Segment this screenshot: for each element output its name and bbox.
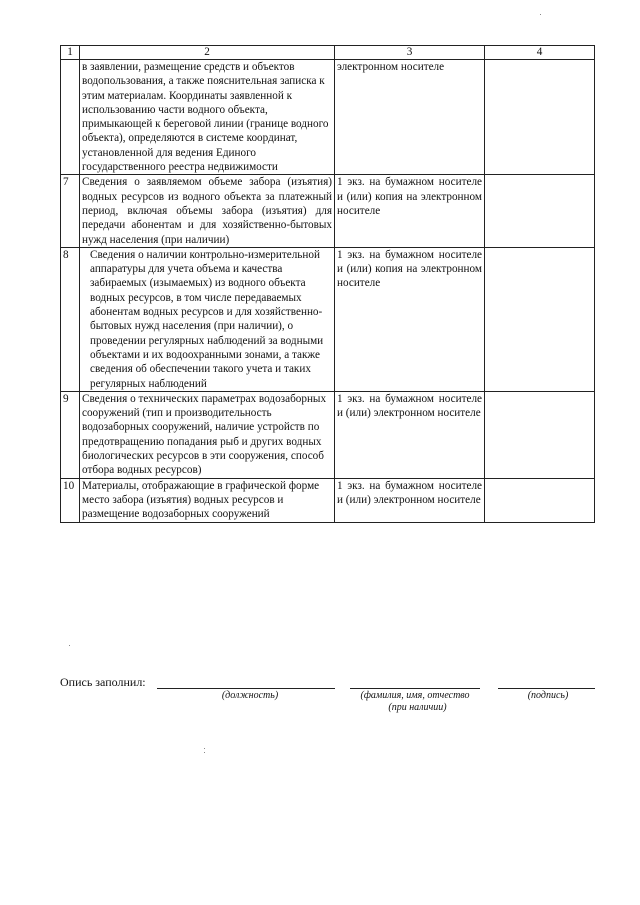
row-description: Сведения о наличии контрольно-измерительной аппаратуры для учета объема и качества забираемых (изымаемых) из водного объекта водных ресурсов, в том числе передаваемых абонентам водных ресурсов и для хозяйственно-бытовых нужд населения (при наличии), о проведении регулярных наблюдений за водными объектами и их водоохранными зонами, а также сведения об обеспечении такого учета и таких регулярных наблюдений bbox=[80, 247, 335, 391]
position-caption: (должность) bbox=[221, 690, 279, 701]
row-note bbox=[485, 478, 595, 522]
filled-by-label: Опись заполнил: bbox=[60, 675, 146, 689]
row-description: Материалы, отображающие в графической форме место забора (изъятия) водных ресурсов и размещение водозаборных сооружений bbox=[80, 478, 335, 522]
row-media: 1 экз. на бумажном носителе и (или) копия на электронном носителе bbox=[335, 247, 485, 391]
header-col-1: 1 bbox=[61, 46, 80, 60]
documents-inventory-table bbox=[60, 45, 595, 523]
row-media: 1 экз. на бумажном носителе и (или) копия на электронном носителе bbox=[335, 175, 485, 247]
row-number: 10 bbox=[61, 478, 80, 522]
scan-speck bbox=[204, 752, 205, 753]
row-media: электронном носителе bbox=[335, 60, 485, 175]
table-header-row bbox=[61, 46, 595, 60]
row-description: Сведения о заявляемом объеме забора (изъятия) водных ресурсов из водного объекта за платежный период, включая объемы забора (изъятия) для передачи абонентам и для хозяйственно-бытовых нужд населения (при наличии) bbox=[80, 175, 335, 247]
name-caption: (фамилия, имя, отчество bbox=[360, 690, 470, 701]
row-number bbox=[61, 60, 80, 175]
row-number: 7 bbox=[61, 175, 80, 247]
name-line bbox=[350, 688, 480, 689]
row-description: Сведения о технических параметрах водозаборных сооружений (тип и производительность водозаборных сооружений, наличие устройств по предотвращению попадания рыб и других водных биологических ресурсов в эти сооружения, способ отбора водных ресурсов) bbox=[80, 391, 335, 478]
table-row bbox=[61, 247, 595, 391]
signature-line bbox=[498, 688, 595, 689]
row-number: 9 bbox=[61, 391, 80, 478]
table-row bbox=[61, 60, 595, 175]
scan-speck bbox=[540, 14, 541, 15]
signature-caption: (подпись) bbox=[527, 690, 569, 701]
table-row bbox=[61, 391, 595, 478]
name-caption-note: (при наличии) bbox=[388, 702, 447, 713]
row-media: 1 экз. на бумажном носителе и (или) электронном носителе bbox=[335, 391, 485, 478]
scan-speck bbox=[204, 748, 205, 749]
row-media: 1 экз. на бумажном носителе и (или) электронном носителе bbox=[335, 478, 485, 522]
position-line bbox=[157, 688, 335, 689]
table-row bbox=[61, 478, 595, 522]
header-col-4: 4 bbox=[485, 46, 595, 60]
scan-speck bbox=[69, 645, 70, 646]
row-description: в заявлении, размещение средств и объектов водопользования, а также пояснительная записка к этим материалам. Координаты заявленной к использованию части водного объекта, примыкающей к береговой линии (границе водного объекта), определяются в системе координат, установленной для ведения Единого государственного реестра недвижимости bbox=[80, 60, 335, 175]
row-note bbox=[485, 391, 595, 478]
row-note bbox=[485, 175, 595, 247]
header-col-3: 3 bbox=[335, 46, 485, 60]
header-col-2: 2 bbox=[80, 46, 335, 60]
row-note bbox=[485, 247, 595, 391]
row-number: 8 bbox=[61, 247, 80, 391]
row-note bbox=[485, 60, 595, 175]
table-row bbox=[61, 175, 595, 247]
